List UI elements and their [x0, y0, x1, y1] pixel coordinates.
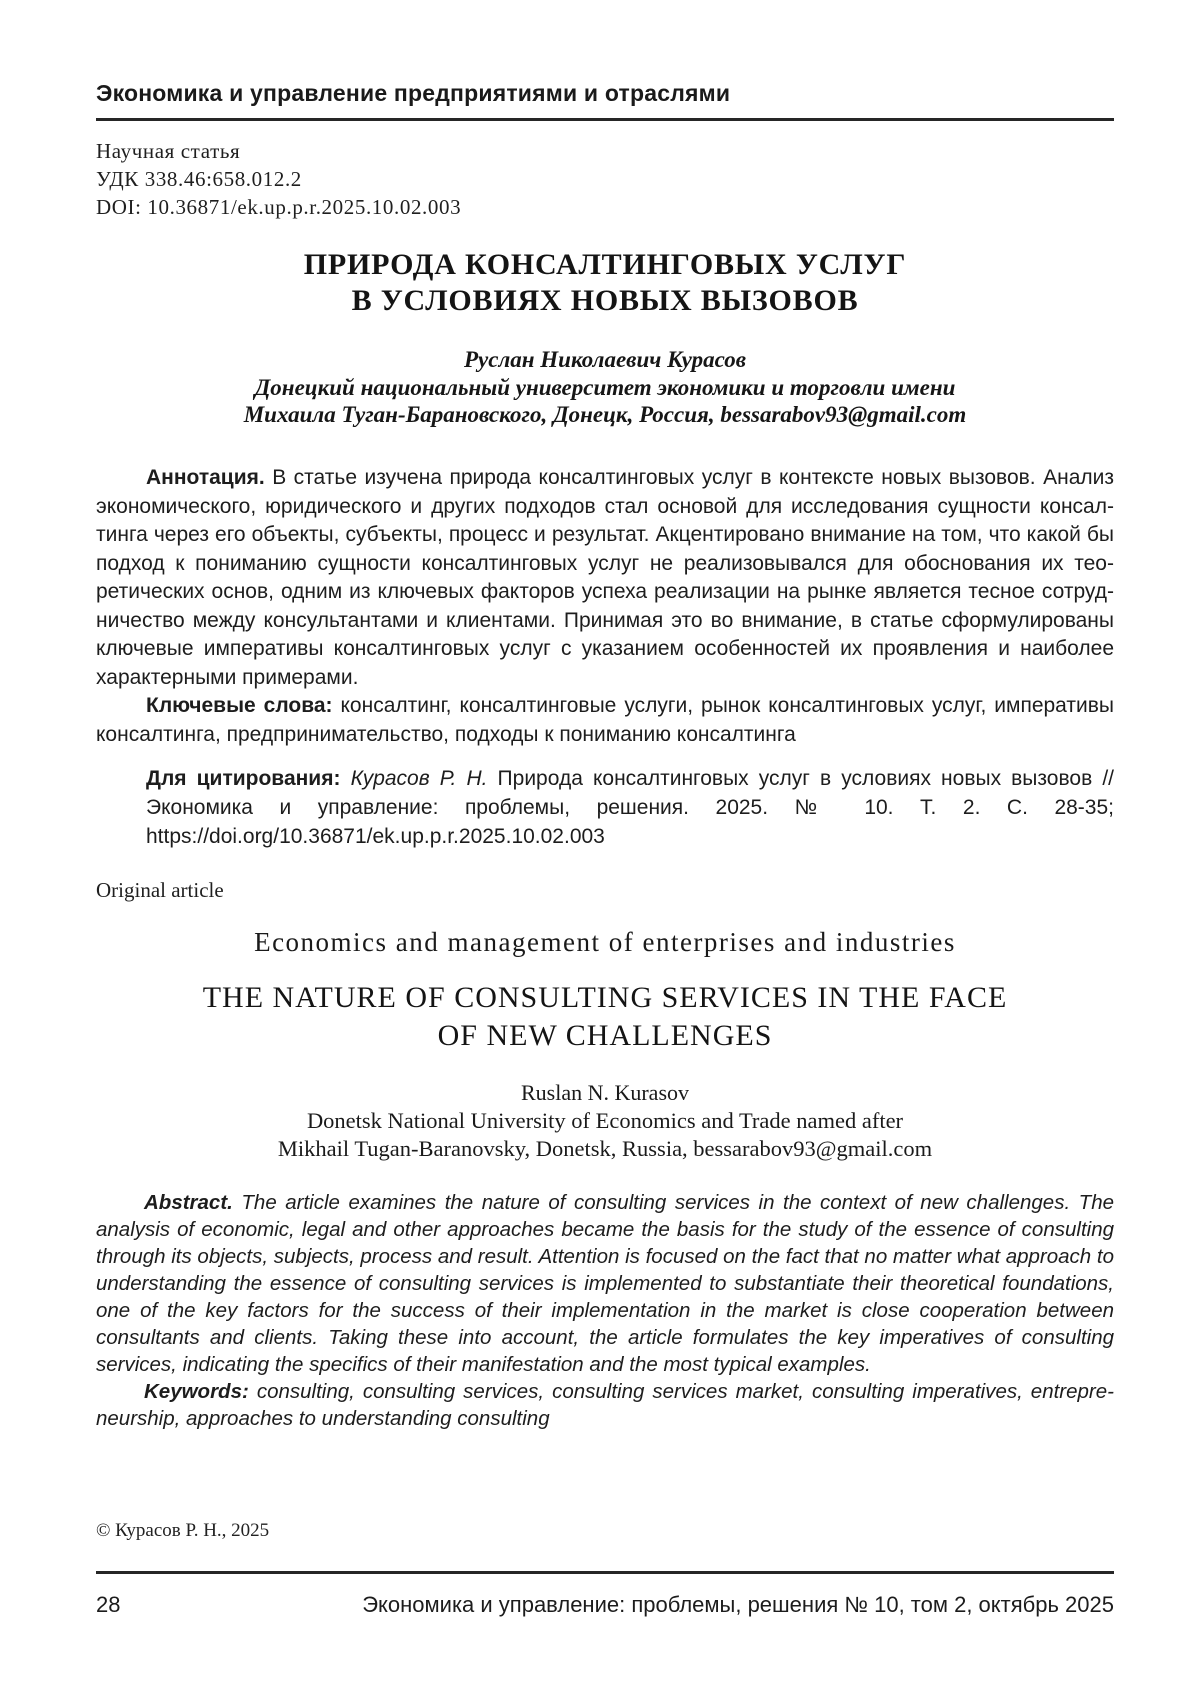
keywords-en-label: Keywords:: [144, 1380, 249, 1403]
abstract-en: [96, 1189, 1114, 1378]
udc-code: УДК 338.46:658.012.2: [96, 167, 302, 191]
article-title-ru: [96, 247, 1114, 319]
keywords-en-text: consulting, consulting services, consulting services market, consulting imperatives, entrepreneurship, approaches to understanding consulting: [96, 1380, 1114, 1430]
affiliation-ru-line1: Донецкий национальный университет экономики и торговли имени: [254, 375, 956, 400]
section-title-en: Economics and management of enterprises and industries: [254, 927, 956, 957]
affiliation-en-line2: Mikhail Tugan-Baranovsky, Donetsk, Russia, bessarabov93@gmail.com: [277, 1136, 933, 1161]
citation-label: Для цитирования:: [146, 767, 341, 790]
byline-en: [96, 1079, 1114, 1163]
header-rule: [96, 118, 1114, 121]
doi-line: DOI: 10.36871/ek.up.p.r.2025.10.02.003: [96, 195, 462, 219]
byline-ru: [96, 346, 1114, 428]
page-footer: [96, 1592, 1114, 1618]
citation-author: Курасов Р. Н.: [350, 767, 488, 790]
page-number: 28: [96, 1592, 121, 1617]
keywords-ru-text: консалтинг, консалтинговые услуги, рынок консалтинговых услуг, императивы консалтинга, предпринимательство, подходы к пониманию консалтинга: [96, 694, 1114, 746]
article-meta: [96, 137, 1114, 221]
running-head: [96, 80, 1114, 106]
article-type-en: Original article: [96, 878, 224, 902]
citation-block: [96, 764, 1114, 851]
article-title-en: [96, 979, 1114, 1055]
author-en: Ruslan N. Kurasov: [520, 1080, 690, 1105]
affiliation-ru-line2: Михаила Туган-Барановского, Донецк, Россия, bessarabov93@gmail.com: [243, 402, 967, 427]
running-head-text: Экономика и управление предприятиями и отраслями: [96, 80, 731, 106]
keywords-ru: [96, 692, 1114, 749]
keywords-ru-label: Ключевые слова:: [146, 694, 333, 717]
copyright-line: © Курасов Р. Н., 2025: [96, 1520, 270, 1541]
keywords-en: [96, 1378, 1114, 1432]
abstract-ru: [96, 464, 1114, 692]
journal-info: Экономика и управление: проблемы, решения № 10, том 2, октябрь 2025: [362, 1592, 1114, 1617]
article-type-ru: Научная статья: [96, 139, 241, 163]
abstract-en-label: Abstract.: [144, 1191, 233, 1214]
footer-rule: [96, 1571, 1114, 1574]
author-ru: Руслан Николаевич Курасов: [463, 347, 746, 372]
article-title-ru-line2: В УСЛОВИЯХ НОВЫХ ВЫЗОВОВ: [351, 284, 859, 317]
affiliation-en-line1: Donetsk National University of Economics and Trade named after: [306, 1108, 904, 1133]
article-title-en-line2: OF NEW CHALLENGES: [437, 1019, 773, 1052]
citation-text: Природа консалтинговых услуг в условиях новых вызовов // Экономика и управление: проблемы, решения. 2025. № 10. Т. 2. С. 28-35; https://doi.org/10.36871/ek.up.p.r.2025.10.02.003: [146, 767, 1114, 848]
article-title-ru-line1: ПРИРОДА КОНСАЛТИНГОВЫХ УСЛУГ: [303, 248, 907, 281]
article-title-en-line1: THE NATURE OF CONSULTING SERVICES IN THE FACE: [202, 981, 1008, 1014]
abstract-en-text: The article examines the nature of consulting services in the context of new challenges. The analysis of economic, legal and other approaches became the basis for the study of the essence of consulting through its objects, subjects, process and result. Attention is focused on the fact that no matter what approach to understanding the essence of consulting services is implemented to substantiate their theoretical foundations, one of the key factors for the success of their implementation in the market is close cooperation between consultants and clients. Taking these into account, the article formulates the key imperatives of consulting services, indicating the specifics of their manifestation and the most typical examples.: [96, 1191, 1114, 1376]
abstract-ru-text: В статье изучена природа консалтинговых услуг в контексте новых вызовов. Анализ экономического, юридического и других подходов стал основой для исследования сущности консалтинга через его объекты, субъекты, процесс и результат. Акцентировано внимание на том, что какой бы подход к пониманию сущности консалтинговых услуг не реализовывался для обоснования их теоретических основ, одним из ключевых факторов успеха реализации на рынке является тесное сотрудничество между консультантами и клиентами. Принимая это во внимание, в статье сформулированы ключевые императивы консалтинговых услуг с указанием особенностей их проявления и наиболее характерными примерами.: [96, 466, 1114, 689]
abstract-ru-label: Аннотация.: [146, 466, 265, 489]
